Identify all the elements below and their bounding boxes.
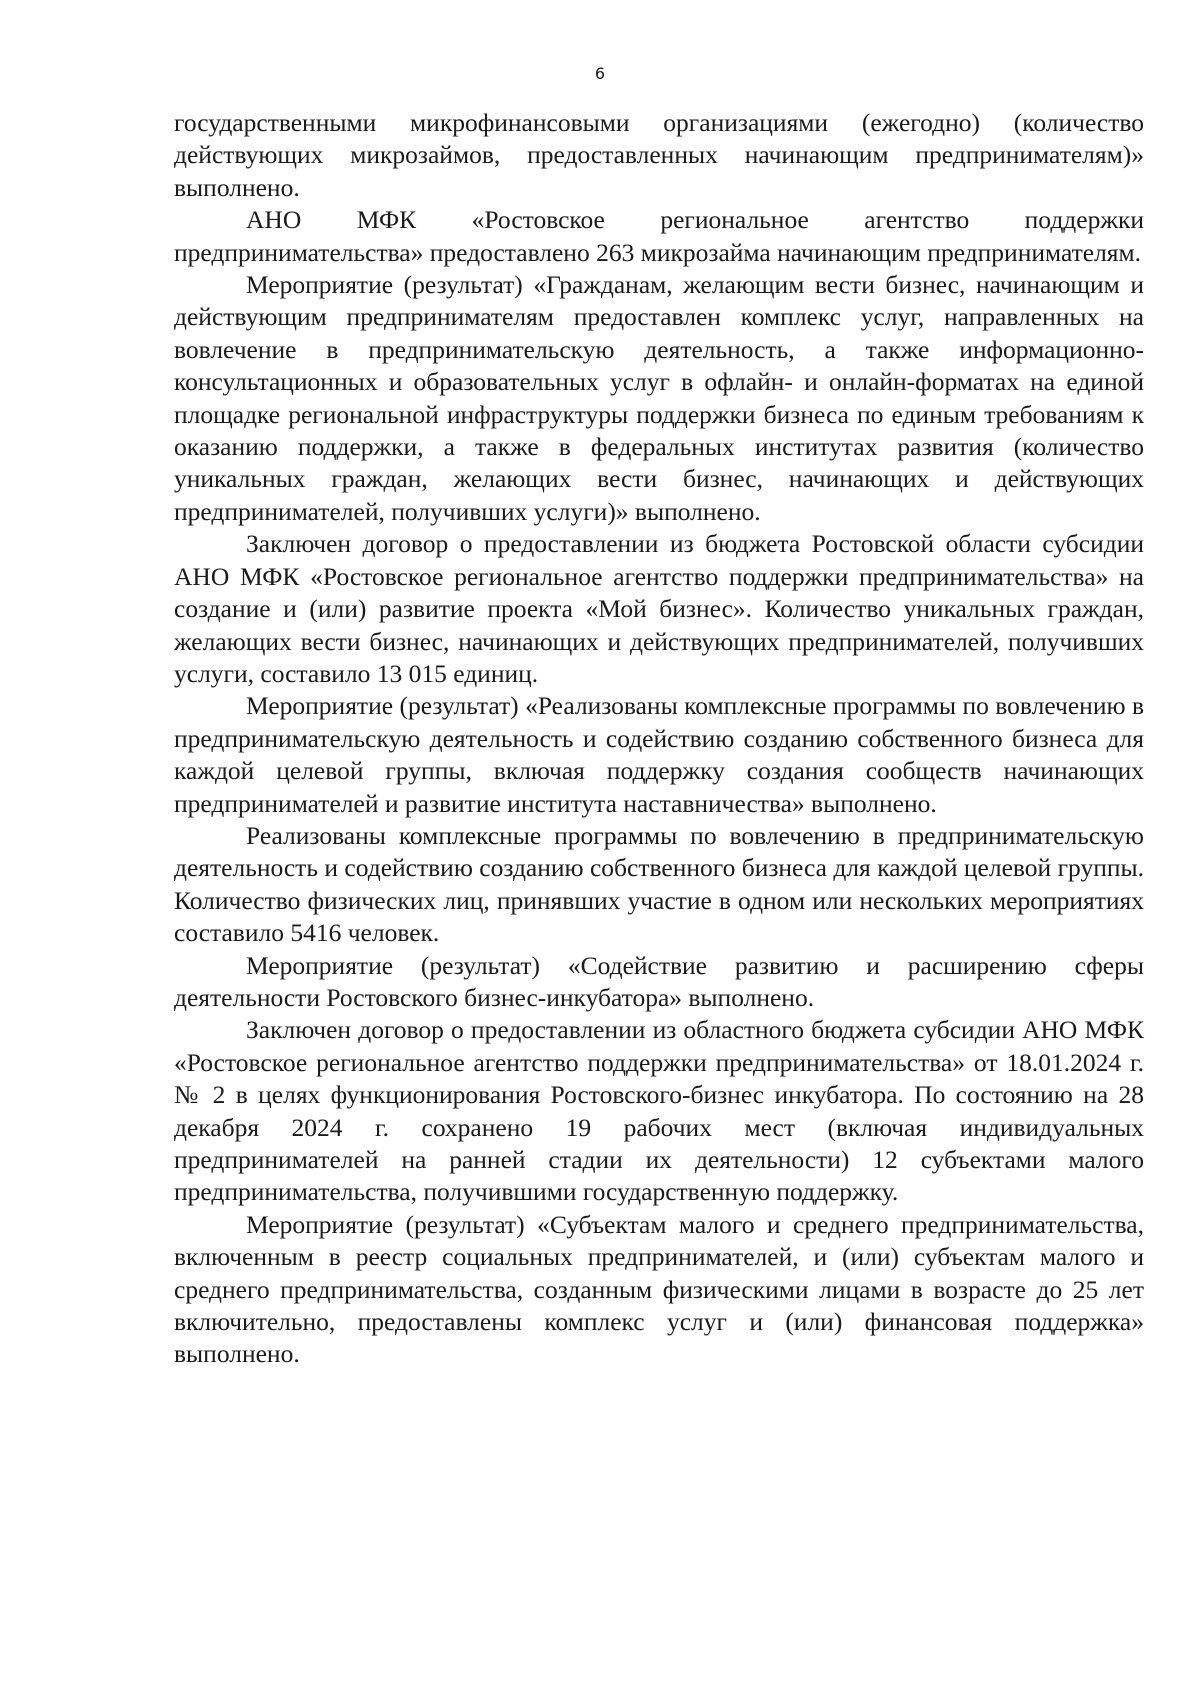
document-body <box>174 107 1144 1371</box>
paragraph: Заключен договор о предоставлении из бюджета Ростовской области субсидии АНО МФК «Ростовское региональное агентство поддержки предпринимательства» на создание и (или) развитие проекта «Мой бизнес». Количество уникальных граждан, желающих вести бизнес, начинающих и действующих предпринимателей, получивших услуги, составило 13 015 единиц. <box>174 529 1144 688</box>
paragraph: Мероприятие (результат) «Гражданам, желающим вести бизнес, начинающим и действующим предпринимателям предоставлен комплекс услуг, направленных на вовлечение в предпринимательскую деятельность, а также информационно-консультационных и образовательных услуг в офлайн- и онлайн-форматах на единой площадке региональной инфраструктуры поддержки бизнеса по единым требованиям к оказанию поддержки, а также в федеральных институтах развития (количество уникальных граждан, желающих вести бизнес, начинающих и действующих предпринимателей, получивших услуги)» выполнено. <box>174 270 1144 526</box>
paragraph: Реализованы комплексные программы по вовлечению в предпринимательскую деятельность и содействию созданию собственного бизнеса для каждой целевой группы. Количество физических лиц, принявших участие в одном или нескольких мероприятиях составило 5416 человек. <box>174 820 1144 948</box>
paragraph: АНО МФК «Ростовское региональное агентство поддержки предпринимательства» предоставлено 263 микрозайма начинающим предпринимателям. <box>174 205 1144 267</box>
paragraph: государственными микрофинансовыми организациями (ежегодно) (количество действующих микрозаймов, предоставленных начинающим предпринимателям)» выполнено. <box>174 108 1144 202</box>
paragraph: Мероприятие (результат) «Реализованы комплексные программы по вовлечению в предпринимательскую деятельность и содействию созданию собственного бизнеса для каждой целевой группы, включая поддержку создания сообществ начинающих предпринимателей и развитие института наставничества» выполнено. <box>174 691 1144 818</box>
paragraph: Мероприятие (результат) «Субъектам малого и среднего предпринимательства, включенным в реестр социальных предпринимателей, и (или) субъектам малого и среднего предпринимательства, созданным физическими лицами в возрасте до 25 лет включительно, предоставлены комплекс услуг и (или) финансовая поддержка» выполнено. <box>174 1209 1144 1369</box>
paragraph: Мероприятие (результат) «Содействие развитию и расширению сферы деятельности Ростовского бизнес-инкубатора» выполнено. <box>174 950 1144 1012</box>
page-number: 6 <box>594 64 606 83</box>
paragraph: Заключен договор о предоставлении из областного бюджета субсидии АНО МФК «Ростовское региональное агентство поддержки предпринимательства» от 18.01.2024 г. № 2 в целях функционирования Ростовского-бизнес инкубатора. По состоянию на 28 декабря 2024 г. сохранено 19 рабочих мест (включая индивидуальных предпринимателей на ранней стадии их деятельности) 12 субъектами малого предпринимательства, получившими государственную поддержку. <box>174 1015 1144 1207</box>
